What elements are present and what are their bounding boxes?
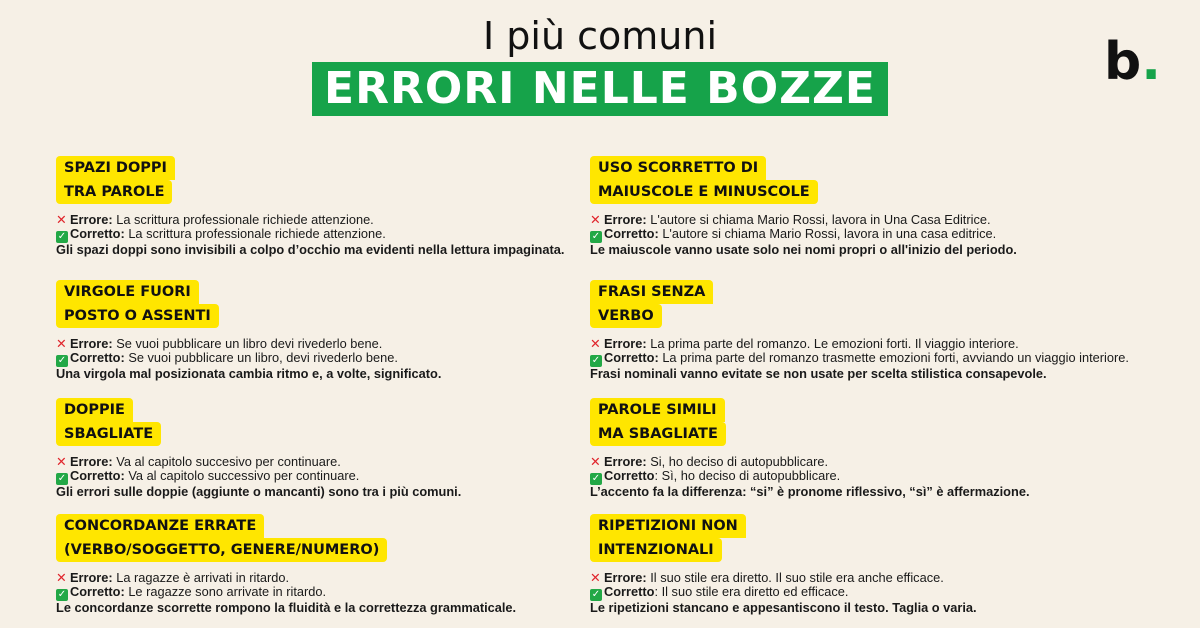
card-title-line: TRA PAROLE [56, 180, 172, 204]
cross-mark-icon: ✕ [56, 570, 67, 585]
card-title-line: VERBO [590, 304, 662, 328]
note-text: Le concordanze scorrette rompono la fluidità e la correttezza grammaticale. [56, 600, 517, 616]
error-line [590, 213, 1170, 227]
correct-text: Le ragazze sono arrivate in ritardo. [128, 584, 327, 600]
card-ripetizioni [590, 514, 1170, 616]
card-title-line: INTENZIONALI [590, 538, 722, 562]
correct-text: L'autore si chiama Mario Rossi, lavora in una casa editrice. [662, 226, 997, 242]
correct-line [590, 227, 1170, 243]
error-line [56, 213, 636, 227]
correct-text: Se vuoi pubblicare un libro, devi rivederlo bene. [128, 350, 398, 366]
logo-letter: b [1104, 32, 1142, 92]
error-line [56, 337, 636, 351]
correct-label: Corretto: [70, 350, 125, 366]
error-text: La prima parte del romanzo. Le emozioni forti. Il viaggio interiore. [650, 336, 1019, 351]
card-title-line: RIPETIZIONI NON [590, 514, 746, 538]
error-line [56, 571, 636, 585]
correct-line [56, 585, 636, 601]
card-spazi-doppi [56, 156, 636, 258]
correct-line [56, 227, 636, 243]
card-title-line: FRASI SENZA [590, 280, 713, 304]
error-label: Errore: [70, 212, 113, 227]
correct-text: : Il suo stile era diretto ed efficace. [654, 584, 849, 600]
correct-line [590, 469, 1170, 485]
subtitle: I più comuni [482, 14, 717, 58]
cross-mark-icon: ✕ [590, 212, 601, 227]
check-mark-icon: ✓ [591, 355, 601, 367]
correct-label: Corretto: [604, 350, 659, 366]
error-line [56, 455, 636, 469]
note-text: Gli spazi doppi sono invisibili a colpo d’occhio ma evidenti nella lettura impaginata. [56, 242, 565, 258]
error-label: Errore: [604, 454, 647, 469]
error-text: La scrittura professionale richiede attenzione. [116, 212, 374, 227]
check-mark-icon: ✓ [591, 473, 601, 485]
card-title-line: SBAGLIATE [56, 422, 161, 446]
cross-mark-icon: ✕ [590, 454, 601, 469]
correct-text: La scrittura professionale richiede attenzione. [128, 226, 386, 242]
error-label: Errore: [70, 454, 113, 469]
correct-label: Corretto: [604, 226, 659, 242]
correct-label: Corretto [604, 584, 655, 600]
check-mark-icon: ✓ [591, 589, 601, 601]
note-text: Gli errori sulle doppie (aggiunte o mancanti) sono tra i più comuni. [56, 484, 462, 500]
note-text: Le ripetizioni stancano e appesantiscono il testo. Taglia o varia. [590, 600, 977, 616]
correct-text: La prima parte del romanzo trasmette emozioni forti, avviando un viaggio interiore. [662, 350, 1129, 366]
brand-logo [1104, 32, 1161, 92]
card-title-line: MAIUSCOLE E MINUSCOLE [590, 180, 818, 204]
correct-line [56, 351, 636, 367]
note-text: Le maiuscole vanno usate solo nei nomi propri o all'inizio del periodo. [590, 242, 1017, 258]
card-doppie [56, 398, 636, 500]
error-text: Si, ho deciso di autopubblicare. [650, 454, 829, 469]
card-parole-simili [590, 398, 1170, 500]
check-mark-icon: ✓ [57, 473, 67, 485]
error-label: Errore: [604, 570, 647, 585]
card-frasi-senza-verbo [590, 280, 1170, 382]
cross-mark-icon: ✕ [590, 570, 601, 585]
cross-mark-icon: ✕ [56, 336, 67, 351]
card-title-line: MA SBAGLIATE [590, 422, 726, 446]
check-mark-icon: ✓ [591, 231, 601, 243]
card-virgole [56, 280, 636, 382]
correct-line [56, 469, 636, 485]
card-concordanze [56, 514, 636, 616]
main-title: ERRORI NELLE BOZZE [312, 62, 888, 116]
error-text: Il suo stile era diretto. Il suo stile era anche efficace. [650, 570, 944, 585]
note-text: Frasi nominali vanno evitate se non usate per scelta stilistica consapevole. [590, 366, 1047, 382]
card-maiuscole [590, 156, 1170, 258]
correct-line [590, 351, 1170, 367]
card-title [56, 514, 387, 562]
error-line [590, 337, 1170, 351]
error-line [590, 571, 1170, 585]
card-title-line: USO SCORRETTO DI [590, 156, 766, 180]
card-title [56, 156, 175, 204]
card-title [590, 514, 746, 562]
error-text: Se vuoi pubblicare un libro devi rivederlo bene. [116, 336, 383, 351]
check-mark-icon: ✓ [57, 355, 67, 367]
correct-label: Corretto: [70, 584, 125, 600]
note-text: Una virgola mal posizionata cambia ritmo e, a volte, significato. [56, 366, 442, 382]
correct-line [590, 585, 1170, 601]
card-title [590, 280, 713, 328]
card-title-line: PAROLE SIMILI [590, 398, 725, 422]
error-text: La ragazze è arrivati in ritardo. [116, 570, 290, 585]
correct-label: Corretto: [70, 468, 125, 484]
error-text: Va al capitolo succesivo per continuare. [116, 454, 341, 469]
cross-mark-icon: ✕ [590, 336, 601, 351]
card-title [590, 398, 726, 446]
note-text: L’accento fa la differenza: “si” è pronome riflessivo, “sì” è affermazione. [590, 484, 1030, 500]
card-title-line: SPAZI DOPPI [56, 156, 175, 180]
cross-mark-icon: ✕ [56, 454, 67, 469]
correct-text: : Sì, ho deciso di autopubblicare. [654, 468, 841, 484]
card-title-line: CONCORDANZE ERRATE [56, 514, 264, 538]
error-label: Errore: [604, 336, 647, 351]
card-title-line: VIRGOLE FUORI [56, 280, 199, 304]
card-title [590, 156, 818, 204]
error-label: Errore: [70, 570, 113, 585]
check-mark-icon: ✓ [57, 589, 67, 601]
card-title [56, 280, 219, 328]
error-text: L'autore si chiama Mario Rossi, lavora in Una Casa Editrice. [650, 212, 991, 227]
error-label: Errore: [604, 212, 647, 227]
check-mark-icon: ✓ [57, 231, 67, 243]
logo-dot: . [1141, 32, 1161, 92]
card-title-line: DOPPIE [56, 398, 133, 422]
error-line [590, 455, 1170, 469]
correct-label: Corretto: [70, 226, 125, 242]
card-title [56, 398, 161, 446]
correct-label: Corretto [604, 468, 655, 484]
card-title-line: POSTO O ASSENTI [56, 304, 219, 328]
card-title-line: (VERBO/SOGGETTO, GENERE/NUMERO) [56, 538, 387, 562]
error-label: Errore: [70, 336, 113, 351]
correct-text: Va al capitolo successivo per continuare. [128, 468, 360, 484]
cross-mark-icon: ✕ [56, 212, 67, 227]
